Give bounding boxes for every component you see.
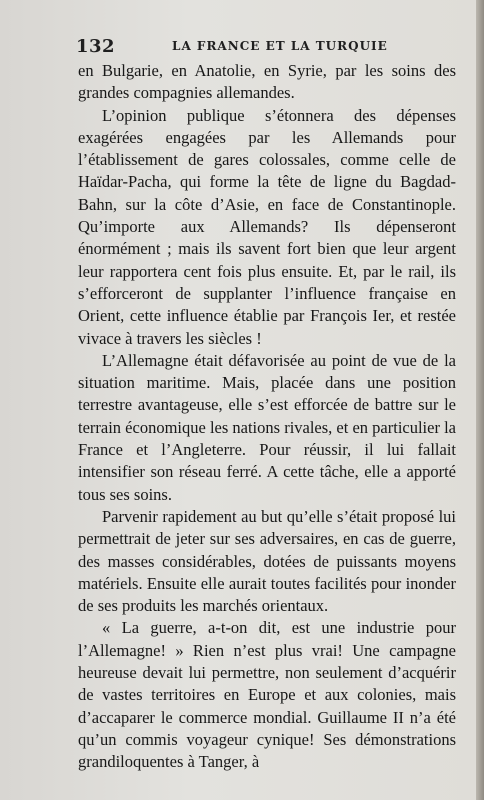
paragraph-5: « La guerre, a-t-on dit, est une industrie pour l’Allemagne! » Rien n’est plus vrai! Une campagne heureuse devait lui permettre, non seulement d’acquérir de vastes territoires en Europe et aux colonies, mais d’accaparer le commerce mondial. Guillaume II n’a été qu’un commis voyageur cynique! Ses démonstrations grandiloquentes à Tanger, à [78,618,456,772]
paragraph-2: L’opinion publique s’étonnera des dépenses exagérées engagées par les Allemands pour l’établissement de gares colossales, comme celle de Haïdar-Pacha, qui forme la tête de ligne du Bagdad-Bahn, sur la côte d’Asie, en face de Constantinople. Qu’importe aux Allemands? Ils dépenseront énormément ; mais ils savent fort bien que leur argent leur rapportera cent fois plus ensuite. Et, par le rail, ils s’efforceront de supplanter l’influence française en Orient, cette influence établie par François Ier, et restée vivace à travers les siècles ! [78,105,456,348]
paragraph-1: en Bulgarie, en Anatolie, en Syrie, par les soins des grandes compagnies allemandes. [78,61,456,103]
page-edge [476,0,484,800]
page-number: 132 [76,36,116,57]
paragraph-4: Parvenir rapidement au but qu’elle s’était proposé lui permettrait de jeter sur ses adversaires, en cas de guerre, des masses considérables, dotées de puissants moyens matériels. Ensuite elle aurait toutes facilités pour inonder de ses produits les marchés orientaux. [78,506,456,616]
body-text [78,60,456,774]
paragraph-3: L’Allemagne était défavorisée au point de vue de la situation maritime. Mais, placée dans une position terrestre avantageuse, elle s’est efforcée de battre sur le terrain économique les nations rivales, et en particulier la France et l’Angleterre. Pour réussir, il lui fallait intensifier son réseau ferré. A cette tâche, elle a apporté tous ses soins. [78,350,456,504]
page-header [76,36,460,58]
running-head: LA FRANCE ET LA TURQUIE [172,39,388,53]
